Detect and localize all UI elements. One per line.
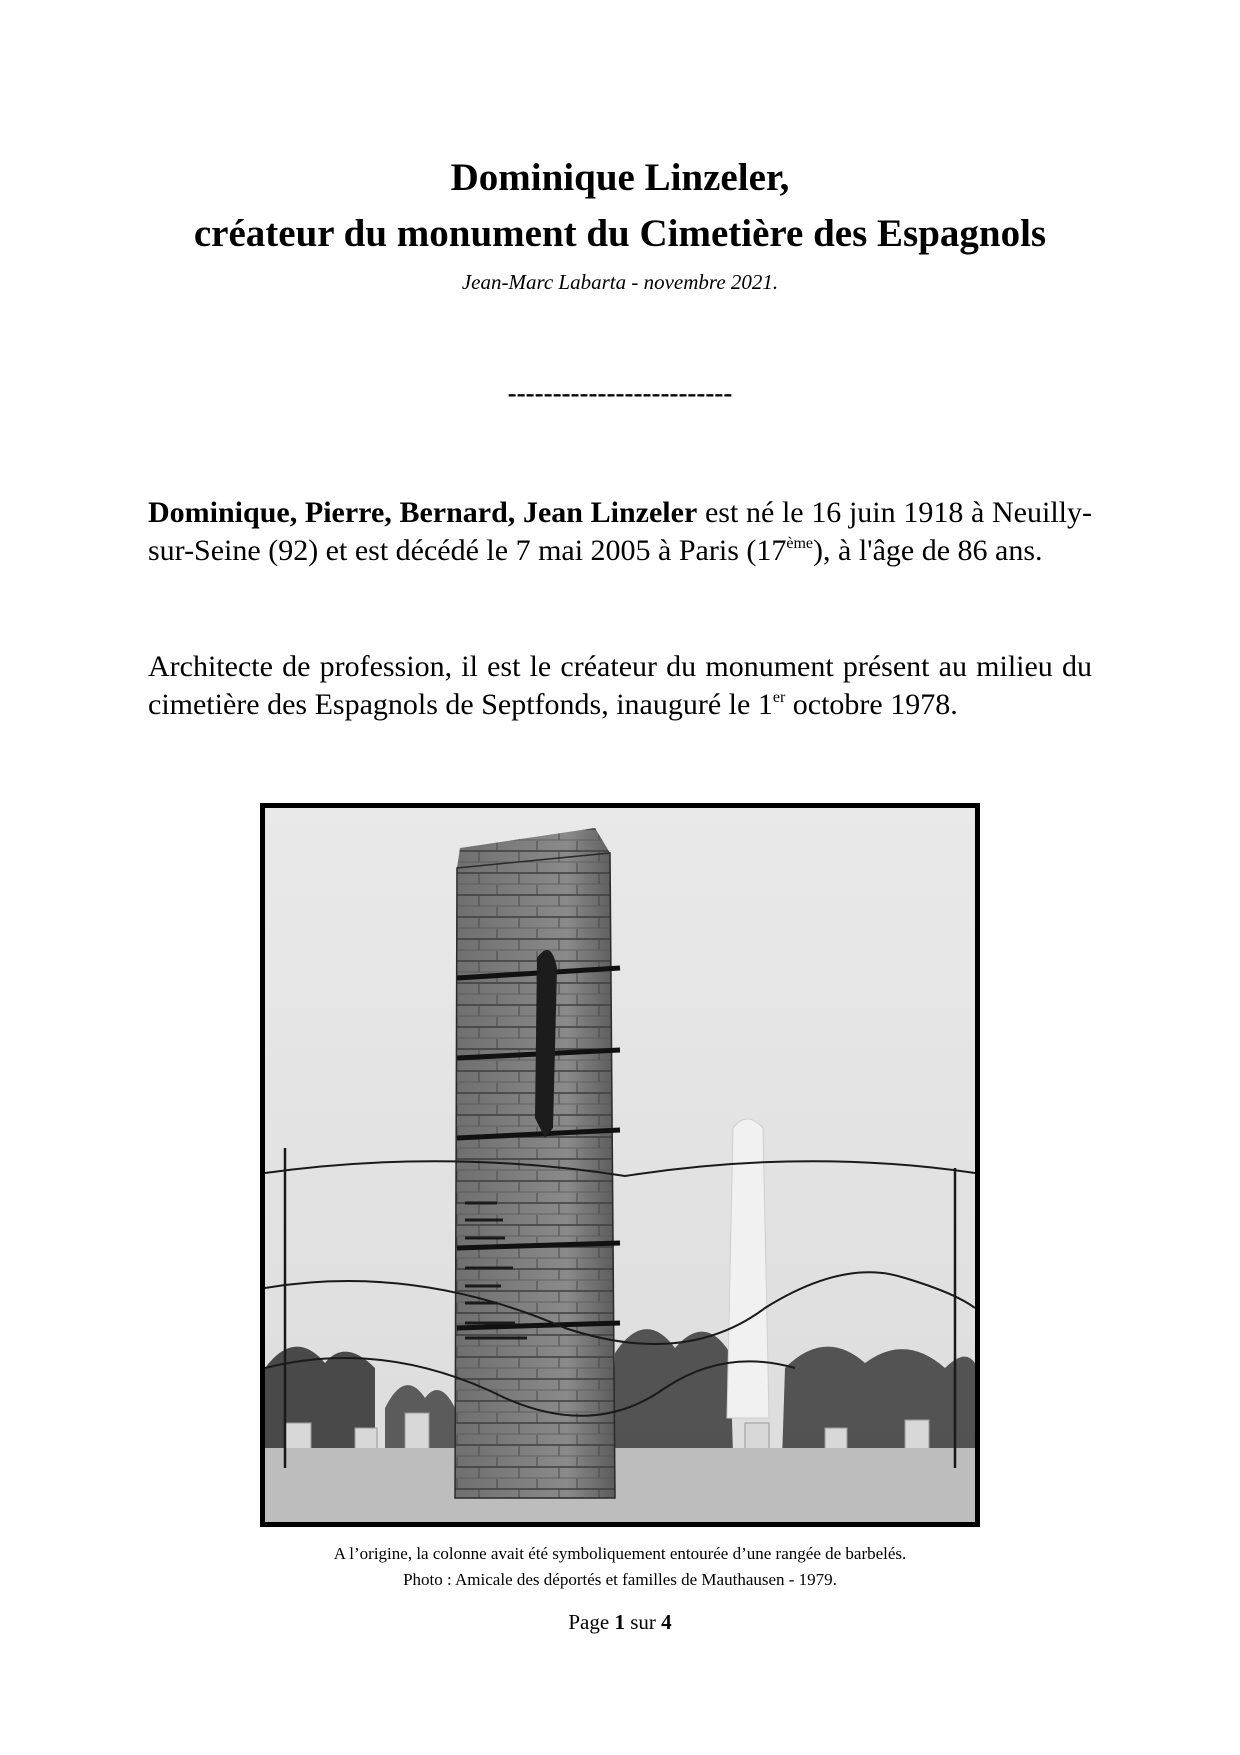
- title-line-2: créateur du monument du Cimetière des Espagnols: [193, 212, 1047, 255]
- bio-text-b: ), à l'âge de 86 ans.: [813, 534, 1043, 567]
- monument-photo-image: [265, 808, 975, 1522]
- photo-caption-line-1: A l’origine, la colonne avait été symboliquement entourée d’une rangée de barbelés.: [333, 1544, 907, 1563]
- page-number: [0, 1610, 1240, 1635]
- biography-paragraph: [148, 494, 1092, 570]
- bio-superscript: ème: [786, 535, 814, 552]
- architect-text-b: octobre 1978.: [785, 688, 958, 721]
- page-label: Page: [568, 1610, 615, 1634]
- page-total: 4: [661, 1610, 672, 1634]
- section-separator: -------------------------: [507, 378, 733, 408]
- architect-text-a: Architecte de profession, il est le créateur du monument présent au milieu du cimetière des Espagnols de Septfonds, inauguré le 1: [148, 650, 1092, 721]
- monument-photo: [260, 803, 980, 1527]
- full-name: Dominique, Pierre, Bernard, Jean Linzeler: [148, 496, 698, 529]
- architect-paragraph: [148, 648, 1092, 724]
- author-date-line: Jean-Marc Labarta - novembre 2021.: [461, 270, 779, 294]
- page-current: 1: [614, 1610, 625, 1634]
- architect-superscript: er: [772, 689, 786, 706]
- bio-text-a: est né le 16 juin 1918 à Neuilly-sur-Seine (92) et est décédé le 7 mai 2005 à Paris (17: [148, 496, 1092, 567]
- page-of: sur: [624, 1610, 662, 1634]
- ground: [265, 1448, 975, 1522]
- document-title: [0, 150, 1240, 262]
- photo-caption-line-2: Photo : Amicale des déportés et familles de Mauthausen - 1979.: [403, 1570, 837, 1589]
- title-line-1: Dominique Linzeler,: [450, 156, 790, 199]
